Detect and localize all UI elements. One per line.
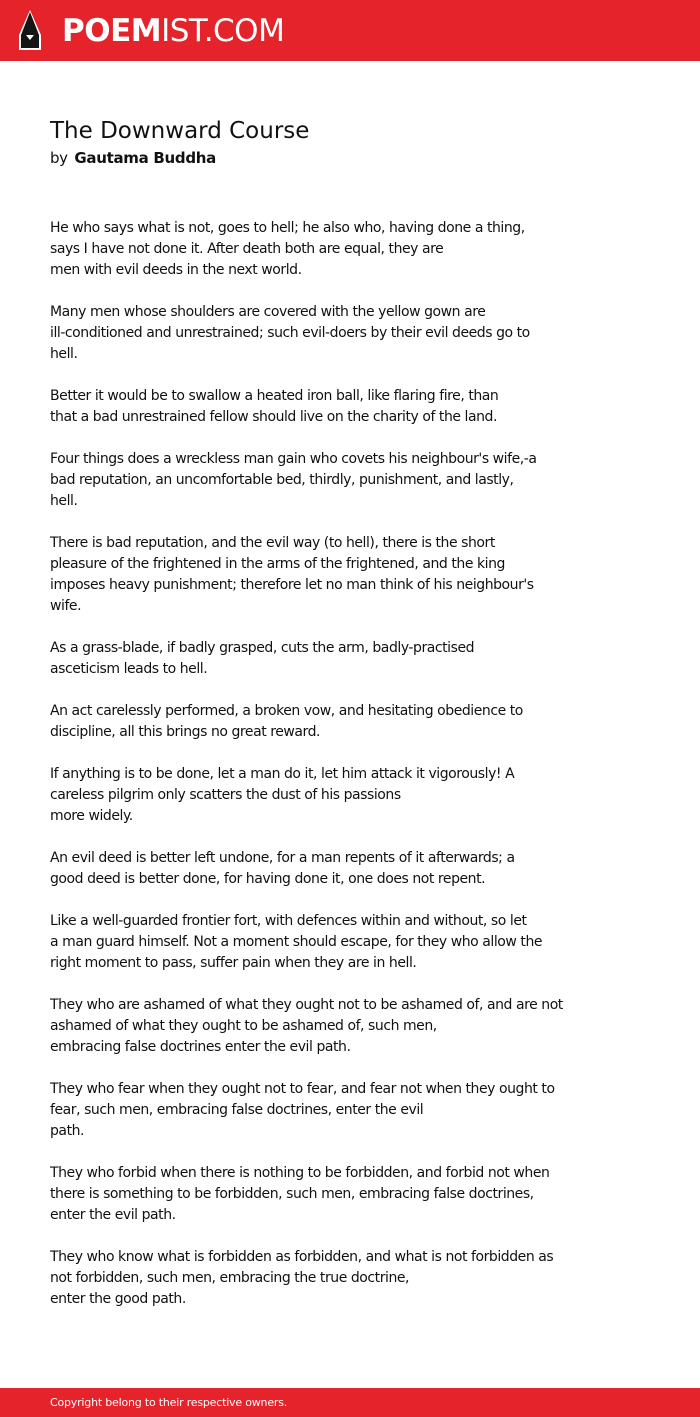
pencil-tip-icon[interactable] (17, 9, 43, 51)
poem-stanza (50, 638, 650, 680)
logo-bold-text: POEM (62, 13, 162, 49)
poem-stanza (50, 386, 650, 428)
poem-line: fear, such men, embracing false doctrines, enter the evil (50, 1102, 424, 1118)
poem-stanza (50, 302, 650, 365)
poem-line: pleasure of the frightened in the arms of the frightened, and the king (50, 556, 505, 572)
poem-line: careless pilgrim only scatters the dust of his passions (50, 787, 401, 803)
poem-byline (50, 148, 216, 169)
poem-line: enter the evil path. (50, 1207, 176, 1223)
poem-title: The Downward Course (50, 118, 310, 144)
poem-line: Like a well-guarded frontier fort, with defences within and without, so let (50, 913, 527, 929)
poem-line: there is something to be forbidden, such men, embracing false doctrines, (50, 1186, 534, 1202)
poem-line: imposes heavy punishment; therefore let no man think of his neighbour's (50, 577, 534, 593)
poem-stanza (50, 533, 650, 617)
poem-stanza (50, 764, 650, 827)
poem-stanza (50, 911, 650, 974)
poem-line: good deed is better done, for having done it, one does not repent. (50, 871, 486, 887)
poem-line: ill-conditioned and unrestrained; such evil-doers by their evil deeds go to (50, 325, 530, 341)
poem-line: Better it would be to swallow a heated iron ball, like flaring fire, than (50, 388, 499, 404)
poem-line: enter the good path. (50, 1291, 186, 1307)
poem-stanza (50, 1247, 650, 1310)
logo-light-text: IST.COM (161, 13, 285, 49)
poem-line: asceticism leads to hell. (50, 661, 208, 677)
poem-stanza (50, 449, 650, 512)
poem-line: embracing false doctrines enter the evil path. (50, 1039, 351, 1055)
poem-line: If anything is to be done, let a man do it, let him attack it vigorously! A (50, 766, 515, 782)
poem-line: Four things does a wreckless man gain who covets his neighbour's wife,-a (50, 451, 537, 467)
poem-line: not forbidden, such men, embracing the true doctrine, (50, 1270, 410, 1286)
poem-line: says I have not done it. After death both are equal, they are (50, 241, 444, 257)
poem-stanza (50, 1079, 650, 1142)
poem-line: They who are ashamed of what they ought not to be ashamed of, and are not (50, 997, 563, 1013)
poem-line: An act carelessly performed, a broken vow, and hesitating obedience to (50, 703, 523, 719)
site-header (0, 0, 700, 61)
poem-line: They who fear when they ought not to fear, and fear not when they ought to (50, 1081, 555, 1097)
poem-stanza (50, 848, 650, 890)
poem-line: a man guard himself. Not a moment should escape, for they who allow the (50, 934, 543, 950)
author-name: Gautama Buddha (74, 149, 216, 167)
poem-line: path. (50, 1123, 85, 1139)
poem-line: They who know what is forbidden as forbidden, and what is not forbidden as (50, 1249, 554, 1265)
poem-line: An evil deed is better left undone, for a man repents of it afterwards; a (50, 850, 515, 866)
poem-stanza (50, 995, 650, 1058)
poem-line: hell. (50, 493, 78, 509)
poem-body (50, 218, 650, 1331)
poem-stanza (50, 1163, 650, 1226)
poem-stanza (50, 701, 650, 743)
poem-line: As a grass-blade, if badly grasped, cuts the arm, badly-practised (50, 640, 475, 656)
poem-stanza (50, 218, 650, 281)
copyright-notice: Copyright belong to their respective owners. (50, 1396, 288, 1409)
poem-line: wife. (50, 598, 82, 614)
poem-line: He who says what is not, goes to hell; he also who, having done a thing, (50, 220, 525, 236)
poem-line: that a bad unrestrained fellow should live on the charity of the land. (50, 409, 497, 425)
poem-line: hell. (50, 346, 78, 362)
poem-line: There is bad reputation, and the evil way (to hell), there is the short (50, 535, 495, 551)
poem-line: They who forbid when there is nothing to be forbidden, and forbid not when (50, 1165, 550, 1181)
poem-line: right moment to pass, suffer pain when they are in hell. (50, 955, 417, 971)
byline-prefix: by (50, 149, 68, 167)
poem-line: Many men whose shoulders are covered with the yellow gown are (50, 304, 486, 320)
site-logo[interactable] (62, 11, 284, 51)
poem-line: ashamed of what they ought to be ashamed of, such men, (50, 1018, 437, 1034)
poem-line: bad reputation, an uncomfortable bed, thirdly, punishment, and lastly, (50, 472, 514, 488)
site-footer (0, 1388, 700, 1417)
poem-line: discipline, all this brings no great reward. (50, 724, 321, 740)
poem-line: more widely. (50, 808, 133, 824)
poem-line: men with evil deeds in the next world. (50, 262, 302, 278)
